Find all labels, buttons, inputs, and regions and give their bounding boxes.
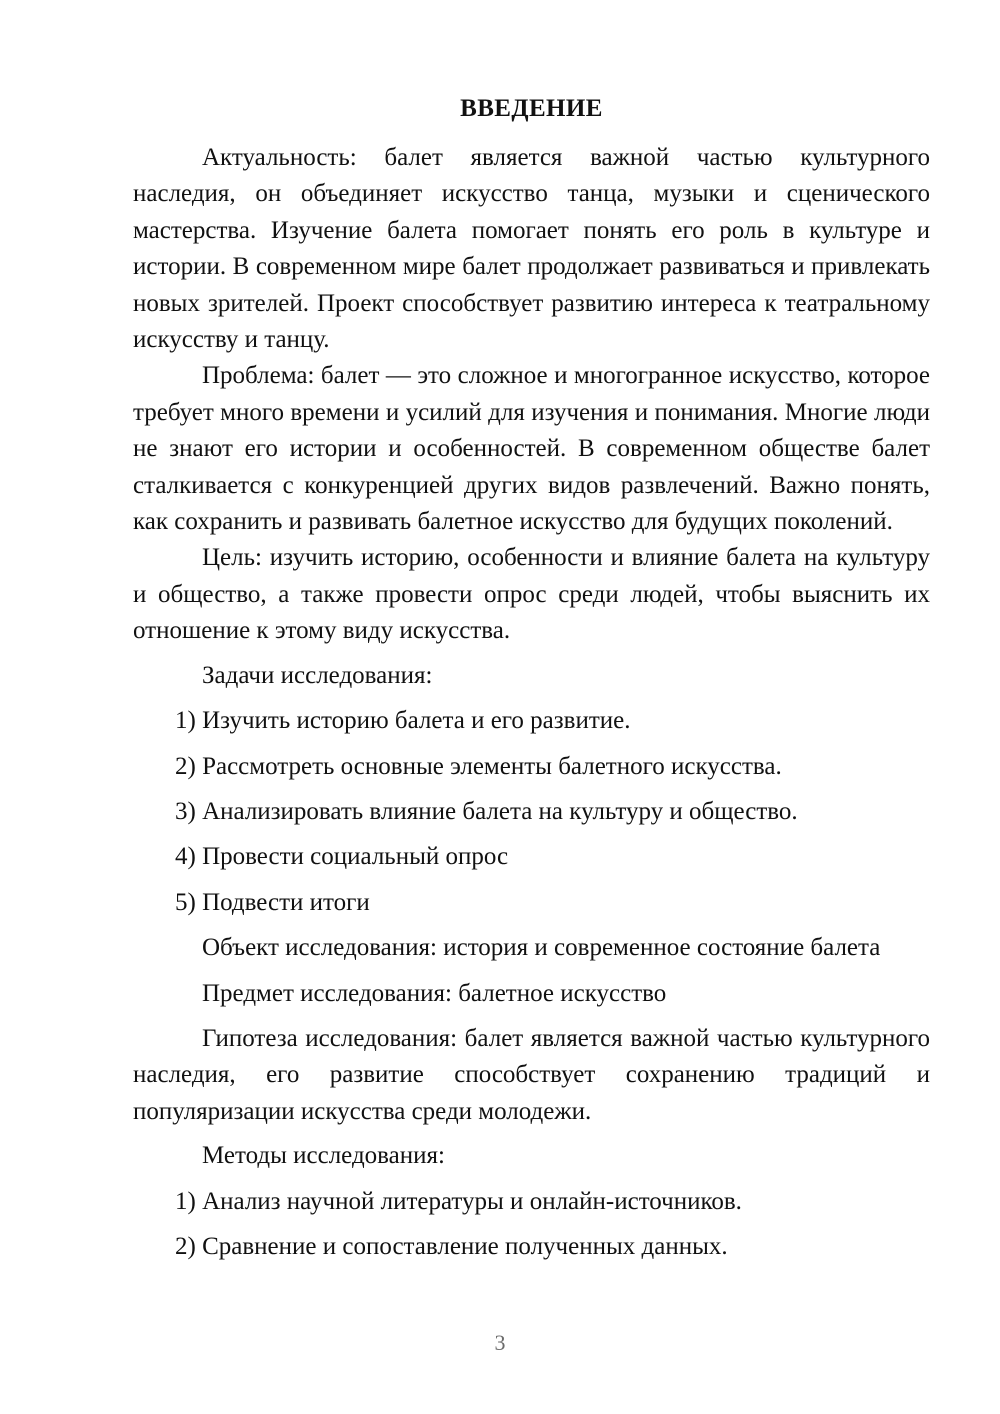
line-subject-of-research: Предмет исследования: балетное искусство	[202, 979, 667, 1007]
spacer	[133, 785, 930, 794]
list-item: 2) Сравнение и сопоставление полученных данных.	[175, 1232, 728, 1260]
list-item: 5) Подвести итоги	[175, 888, 370, 916]
tasks-list	[133, 703, 930, 921]
spacer	[133, 830, 930, 839]
paragraph-problem: Проблема: балет — это сложное и многогранное искусство, которое требует много времени и усилий для изучения и понимания. Многие люди не знают его истории и особенностей. В современном обществе балет сталкивается с конкуренцией других видов развлечений. Важно понять, как сохранить и развивать балетное искусство для будущих поколений.	[133, 362, 930, 536]
spacer	[133, 1220, 930, 1229]
list-item: 3) Анализировать влияние балета на культуру и общество.	[175, 797, 798, 825]
spacer	[133, 876, 930, 885]
methods-list	[133, 1184, 930, 1266]
document-body	[133, 92, 930, 1265]
spacer	[133, 1012, 930, 1021]
paragraph-relevance: Актуальность: балет является важной частью культурного наследия, он объединяет искусство танца, музыки и сценического мастерства. Изучение балета помогает понять его роль в культуре и истории. В современном мире балет продолжает развиваться и привлекать новых зрителей. Проект способствует развитию интереса к театральному искусству и танцу.	[133, 144, 930, 354]
line-object-of-research: Объект исследования: история и современное состояние балета	[202, 934, 881, 962]
list-item: 4) Провести социальный опрос	[175, 843, 509, 871]
spacer	[133, 1175, 930, 1184]
spacer	[133, 1130, 930, 1138]
spacer	[133, 921, 930, 930]
list-item: 2) Рассмотреть основные элементы балетного искусства.	[175, 752, 782, 780]
page-number: 3	[494, 1330, 506, 1355]
list-item: 1) Изучить историю балета и его развитие.	[175, 707, 631, 735]
spacer	[133, 740, 930, 749]
page-title: ВВЕДЕНИЕ	[460, 95, 603, 122]
spacer	[133, 967, 930, 976]
spacer	[133, 650, 930, 658]
heading-methods: Методы исследования:	[202, 1142, 445, 1170]
paragraph-goal: Цель: изучить историю, особенности и влияние балета на культуру и общество, а также провести опрос среди людей, чтобы выяснить их отношение к этому виду искусства.	[133, 544, 930, 645]
spacer	[133, 694, 930, 703]
paragraph-hypothesis: Гипотеза исследования: балет является важной частью культурного наследия, его развитие способствует сохранению традиций и популяризации искусства среди молодежи.	[133, 1024, 930, 1125]
heading-tasks: Задачи исследования:	[202, 661, 433, 689]
list-item: 1) Анализ научной литературы и онлайн-источников.	[175, 1187, 742, 1215]
